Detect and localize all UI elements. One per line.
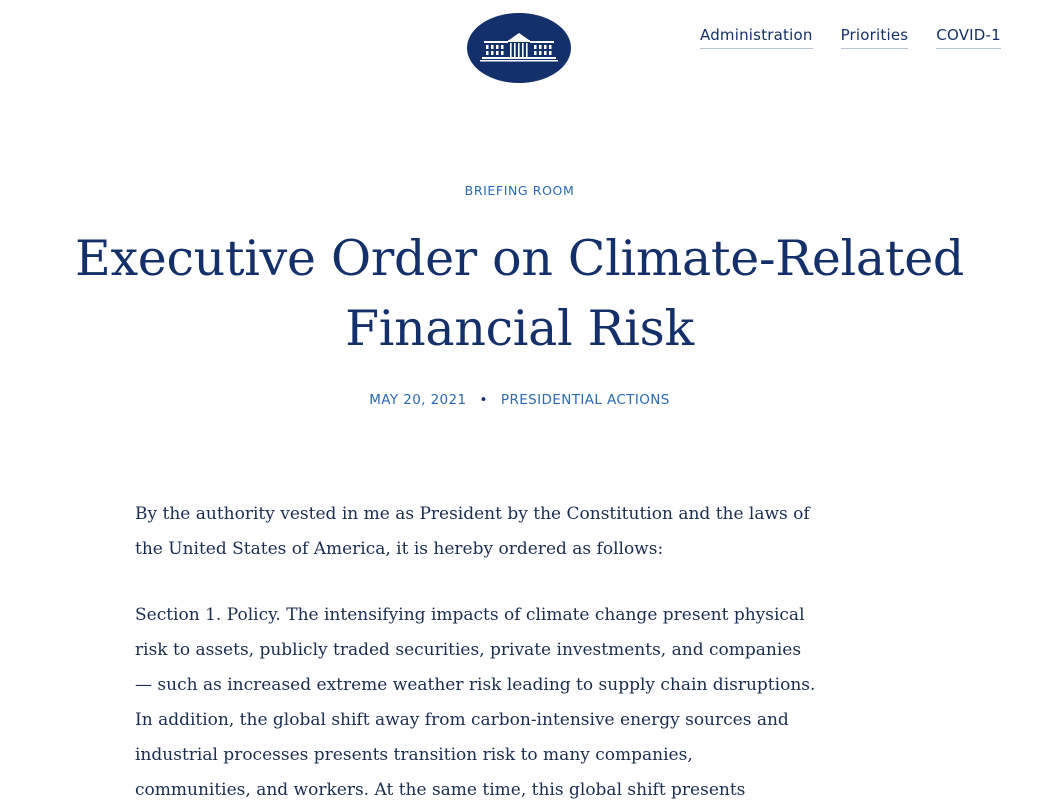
body-paragraph-2: Section 1. Policy. The intensifying impacts of climate change present physical risk to assets, publicly traded securities, private investments, and companies — such as increased extreme weather risk leading to supply chain disruptions. In addition, the global shift away from carbon-intensive energy sources and industrial processes presents transition risk to many companies, communities, and workers. At the same time, this global shift presents	[135, 605, 816, 800]
category-link[interactable]: PRESIDENTIAL ACTIONS	[500, 392, 670, 408]
article-body	[135, 497, 905, 809]
article-date: MAY 20, 2021	[369, 392, 467, 408]
nav-item-administration[interactable]: Administration	[700, 26, 813, 49]
nav-item-covid[interactable]: COVID-1	[936, 26, 1001, 49]
page-title: Executive Order on Climate-Related Financial Risk	[74, 230, 964, 357]
white-house-seal-icon	[476, 30, 562, 66]
meta-separator: •	[479, 392, 488, 408]
body-paragraph-1: By the authority vested in me as President by the Constitution and the laws of the United States of America, it is hereby ordered as follows:	[135, 504, 810, 559]
nav-item-priorities[interactable]: Priorities	[841, 26, 909, 49]
section-eyebrow: BRIEFING ROOM	[464, 183, 575, 198]
home-logo-link[interactable]	[467, 13, 571, 83]
main-nav	[700, 26, 1029, 49]
article-meta	[0, 392, 1039, 408]
